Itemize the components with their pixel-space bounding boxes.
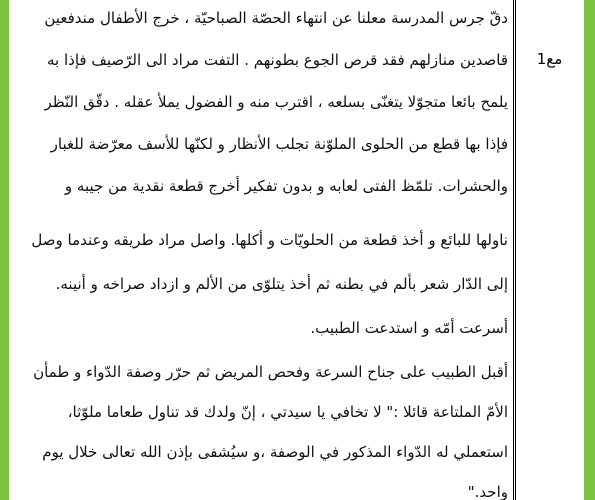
text-line: استعملي له الدّواء المذكور في الوصفة ،و سيُشفى بإذن الله تعالى خلال يوم	[42, 443, 508, 461]
right-green-border	[584, 0, 595, 500]
text-line: يلمح بائعا متجوّلا يتغنّى بسلعه ، اقترب منه و الفضول يملأ عقله . دقّق النّظر	[44, 93, 508, 111]
column-divider	[513, 0, 514, 500]
left-green-border	[0, 0, 9, 500]
text-line: قاصدين منازلهم فقد قرص الجوع بطونهم . التفت مراد الى الرّصيف فإذا به	[47, 51, 508, 69]
text-line: فإذا بها قطع من الحلوى الملوّنة تجلب الأنظار و لكنّها للأسف معرّضة للغبار	[50, 135, 508, 153]
row-label: مع1	[536, 50, 563, 68]
text-line: إلى الدّار شعر بألم في بطنه ثم أخذ يتلوّى من الألم و ازداد صراخه و أنينه.	[55, 275, 508, 293]
text-line: دقّ جرس المدرسة معلنا عن انتهاء الحصّة الصباحيّة ، خرج الأطفال مندفعين	[44, 9, 508, 27]
text-line: واحد."	[467, 483, 508, 500]
text-line: ناولها للبائع و أخذ قطعة من الحلويّات و أكلها. واصل مراد طريقه وعندما وصل	[31, 231, 508, 249]
text-line: أسرعت أمّه و استدعت الطبيب.	[310, 319, 508, 337]
text-line: الأمّ الملتاعة قائلا :" لا تخافي يا سيدتي ، إنّ ولدك قد تناول طعاما ملوّثا،	[67, 403, 508, 421]
column-divider-inner	[515, 0, 516, 500]
text-line: أقبل الطبيب على جناح السرعة وفحص المريض ثم حرّر وصفة الدّواء و طمأن	[33, 363, 508, 381]
text-line: والحشرات. تلمّظ الفتى لعابه و بدون تفكير أخرج قطعة نقدية من جيبه و	[64, 177, 508, 195]
